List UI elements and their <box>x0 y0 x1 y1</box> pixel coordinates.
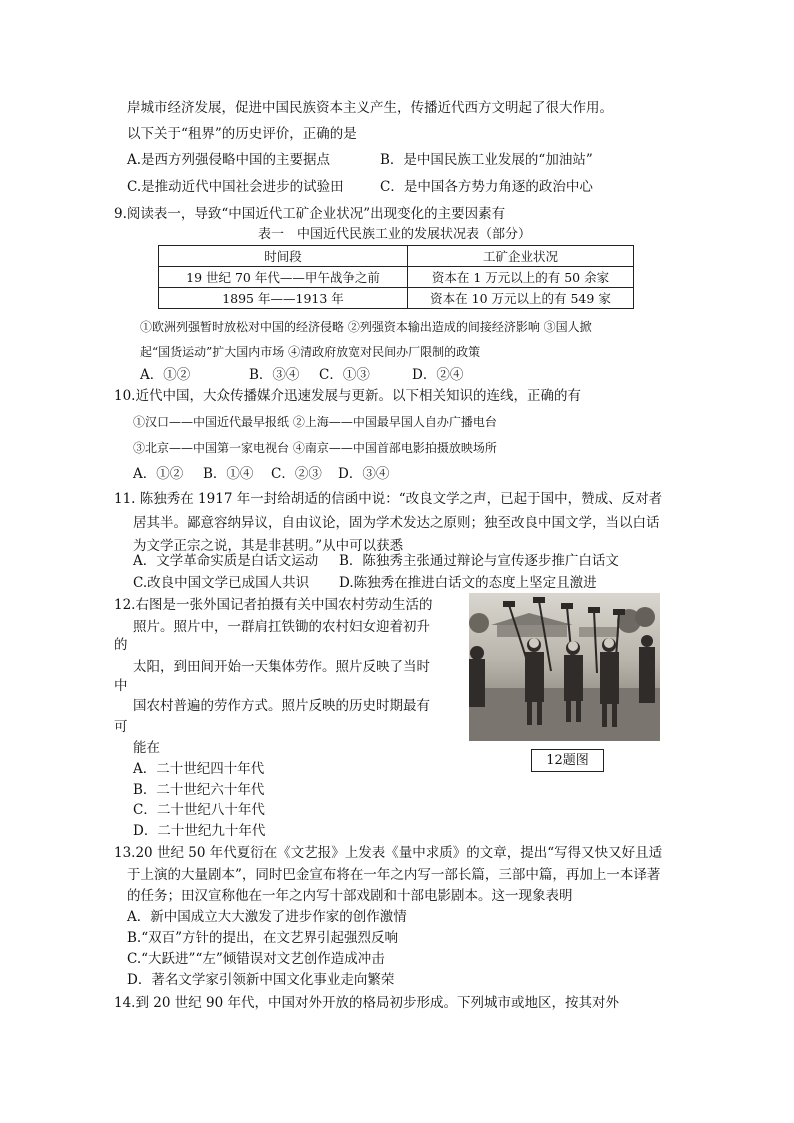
q11-line3: 为文学正宗之说，其是非甚明。”从中可以获悉 <box>133 538 404 554</box>
q12-photo <box>469 593 660 741</box>
q10-option-b: B．①④ <box>203 466 254 482</box>
table-header: 工矿企业状况 <box>408 246 634 267</box>
q9-option-d: D．②④ <box>412 367 464 383</box>
q11-option-a: A．文学革命实质是白话文运动 <box>133 553 319 569</box>
q10-option-c: C．②③ <box>271 466 322 482</box>
q9-option-a: A．①② <box>140 367 191 383</box>
q12-option-c: C．二十世纪八十年代 <box>133 802 265 818</box>
q11-option-b: B．陈独秀主张通过辩论与宣传逐步推广白话文 <box>339 553 619 569</box>
q9-items-line1: ①欧洲列强暂时放松对中国的经济侵略 ②列强资本输出造成的间接经济影响 ③国人掀 <box>140 320 592 334</box>
table-row <box>159 288 634 309</box>
q12-line2: 照片。照片中，一群肩扛铁锄的农村妇女迎着初升 <box>133 619 430 635</box>
table-cell: 资本在 1 万元以上的有 50 余家 <box>408 267 634 288</box>
q9-stem: 9.阅读表一，导致“中国近代工矿企业状况”出现变化的主要因素有 <box>114 206 506 222</box>
q11-option-c: C.改良中国文学已成国人共识 <box>133 575 310 591</box>
q10-items-line1: ①汉口——中国近代最早报纸 ②上海——中国最早国人自办广播电台 <box>133 415 497 429</box>
farm-women-photo <box>469 593 660 741</box>
q13-option-a: A．新中国成立大大激发了进步作家的创作激情 <box>127 909 407 925</box>
q8-option-c: C.是推动近代中国社会进步的试验田 <box>127 179 344 195</box>
q11-line2: 居其半。鄙意容纳异议，自由议论，固为学术发达之原则；独至改良中国文学，当以白话 <box>133 515 660 531</box>
q12-line4: 国农村普遍的劳作方式。照片反映的历史时期最有 <box>133 698 430 714</box>
q12-line3: 太阳，到田间开始一天集体劳作。照片反映了当时 <box>133 659 430 675</box>
q12-line2b: 的 <box>114 637 128 653</box>
q8-stem: 以下关于“租界”的历史评价，正确的是 <box>127 126 357 142</box>
q9-table <box>158 245 634 309</box>
q9-option-c: C．①③ <box>319 367 370 383</box>
q12-line3b: 中 <box>114 678 128 694</box>
q8-line1: 岸城市经济发展，促进中国民族资本主义产生，传播近代西方文明起了很大作用。 <box>127 100 613 116</box>
q13-line1: 13.20 世纪 50 年代夏衍在《文艺报》上发表《量中求质》的文章，提出“写得又快又好且适 <box>114 845 663 861</box>
table-cell: 资本在 10 万元以上的有 549 家 <box>408 288 634 309</box>
q8-option-b: B．是中国民族工业发展的“加油站” <box>380 152 593 168</box>
q10-option-a: A．①② <box>133 466 184 482</box>
table-header: 时间段 <box>159 246 408 267</box>
q9-items-line2: 起“国货运动”扩大国内市场 ④清政府放宽对民间办厂限制的政策 <box>140 345 481 359</box>
q10-option-d: D．③④ <box>338 466 390 482</box>
q13-option-c: C.“大跃进”“左”倾错误对文艺创作造成冲击 <box>127 951 385 967</box>
table-header-row <box>159 246 634 267</box>
q12-figure-caption: 12题图 <box>531 749 604 772</box>
q12-option-b: B．二十世纪六十年代 <box>133 782 265 798</box>
q11-line1: 11. 陈独秀在 1917 年一封给胡适的信函中说：“改良文学之声，已起于国中，赞成、反对者 <box>114 491 663 507</box>
q8-option-a: A.是西方列强侵略中国的主要据点 <box>127 152 331 168</box>
q13-option-b: B.“双百”方针的提出，在文艺界引起强烈反响 <box>127 930 399 946</box>
q13-option-d: D．著名文学家引领新中国文化事业走向繁荣 <box>127 972 395 988</box>
table-cell: 1895 年——1913 年 <box>159 288 408 309</box>
q8-option-d: C．是中国各方势力角逐的政治中心 <box>380 179 593 195</box>
table-row <box>159 267 634 288</box>
q13-line3: 的任务；田汉宣称他在一年之内写十部戏剧和十部电影剧本。这一现象表明 <box>127 888 573 904</box>
q9-table-title: 表一 中国近代民族工业的发展状况表（部分） <box>258 227 532 242</box>
q12-line4b: 可 <box>114 719 128 735</box>
q11-option-d: D.陈独秀在推进白话文的态度上坚定且激进 <box>339 575 597 591</box>
q12-option-a: A．二十世纪四十年代 <box>133 761 265 777</box>
q12-line1: 12.右图是一张外国记者拍摄有关中国农村劳动生活的 <box>114 597 433 613</box>
q12-line5: 能在 <box>133 740 160 756</box>
table-cell: 19 世纪 70 年代——甲午战争之前 <box>159 267 408 288</box>
q12-option-d: D．二十世纪九十年代 <box>133 823 266 839</box>
q10-stem: 10.近代中国，大众传播媒介迅速发展与更新。以下相关知识的连线，正确的有 <box>114 388 581 404</box>
q10-items-line2: ③北京——中国第一家电视台 ④南京——中国首部电影拍摄放映场所 <box>133 441 497 455</box>
q13-line2: 于上演的大量剧本”，同时巴金宣布将在一年之内写一部长篇，三部中篇，再加上一本译著 <box>127 867 661 883</box>
q14-line1: 14.到 20 世纪 90 年代，中国对外开放的格局初步形成。下列城市或地区，按其对外 <box>114 995 619 1011</box>
q9-option-b: B．③④ <box>249 367 300 383</box>
